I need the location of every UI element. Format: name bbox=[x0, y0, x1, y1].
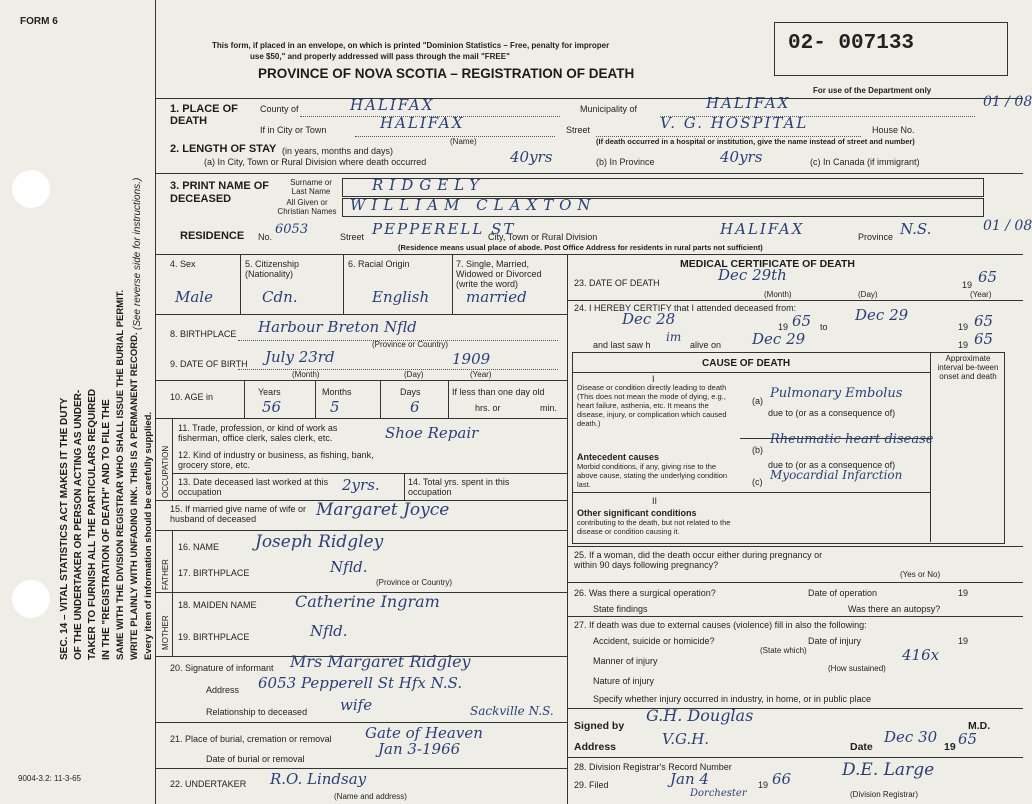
undertaker-caption: (Name and address) bbox=[334, 792, 407, 801]
stay-city-value: 40yrs bbox=[510, 148, 553, 166]
form-left-border bbox=[155, 0, 156, 804]
specify-label: Specify whether injury occurred in industry, in home, or in public place bbox=[593, 694, 871, 704]
cause-of-death-title: CAUSE OF DEATH bbox=[702, 358, 791, 369]
last-worked-value: 2yrs. bbox=[342, 476, 380, 494]
sex-value: Male bbox=[175, 288, 213, 306]
divider bbox=[172, 473, 567, 474]
other-conditions-label: Other significant conditions bbox=[577, 508, 697, 518]
spouse-label: 15. If married give name of wife or husband of deceased bbox=[170, 504, 307, 524]
place-of-death-label: 1. PLACE OF DEATH bbox=[170, 103, 238, 127]
days-label: Days bbox=[400, 387, 421, 397]
line bbox=[355, 136, 555, 137]
age-label: 10. AGE in bbox=[170, 392, 214, 402]
physician-address-label: Address bbox=[574, 741, 617, 753]
state-findings-label: State findings bbox=[593, 604, 648, 614]
divider bbox=[155, 173, 1023, 174]
birthplace-value: Harbour Breton Nfld bbox=[258, 318, 417, 336]
divider bbox=[452, 254, 453, 314]
signed-by-value: G.H. Douglas bbox=[646, 706, 754, 725]
divider bbox=[155, 314, 567, 315]
divider bbox=[155, 380, 567, 381]
divider bbox=[155, 530, 567, 531]
father-name-label: 16. NAME bbox=[178, 542, 220, 552]
divider bbox=[567, 546, 1023, 547]
code-416: 416x bbox=[902, 646, 940, 664]
father-name-value: Joseph Ridgley bbox=[255, 532, 384, 552]
informant-address: 6053 Pepperell St Hfx N.S. bbox=[258, 674, 463, 692]
last-saw-pronoun: im bbox=[666, 330, 682, 344]
form-number: FORM 6 bbox=[20, 16, 58, 27]
burial-place-label: 21. Place of burial, cremation or removal bbox=[170, 734, 332, 744]
filed-year-prefix: 19 bbox=[758, 780, 769, 790]
divider bbox=[155, 254, 1023, 255]
nature-label: Nature of injury bbox=[593, 676, 655, 686]
stay-province-value: 40yrs bbox=[720, 148, 763, 166]
signed-by-label: Signed by bbox=[574, 720, 625, 732]
death-year: 65 bbox=[978, 268, 998, 286]
cause-a-marker: (a) bbox=[752, 396, 763, 406]
county-value: HALIFAX bbox=[350, 96, 435, 114]
length-of-stay-label: 2. LENGTH OF STAY bbox=[170, 143, 277, 155]
given-names-value: WILLIAM CLAXTON bbox=[350, 196, 597, 214]
punch-hole-bottom bbox=[12, 580, 50, 618]
racial-origin-value: English bbox=[372, 288, 430, 306]
accident-label: Accident, suicide or homicide? bbox=[593, 636, 715, 646]
print-name-label: 3. PRINT NAME OF DECEASED bbox=[170, 180, 270, 205]
dob-month-caption: (Month) bbox=[292, 370, 320, 379]
street-label: Street bbox=[566, 125, 591, 135]
father-birthplace-caption: (Province or Country) bbox=[376, 578, 453, 587]
divider bbox=[572, 372, 930, 373]
medical-title: MEDICAL CERTIFICATE OF DEATH bbox=[680, 258, 855, 270]
how-sustained-caption: (How sustained) bbox=[828, 664, 886, 673]
date-signed-label: Date bbox=[850, 741, 873, 753]
dob-year-caption: (Year) bbox=[470, 370, 492, 379]
informant-address-label: Address bbox=[206, 685, 240, 695]
death-year-prefix: 19 bbox=[962, 280, 973, 290]
print-code: 9004-3.2: 11-3-65 bbox=[18, 774, 82, 783]
divider bbox=[567, 616, 1023, 617]
q25-label: 25. If a woman, did the death occur either during pregnancy or within 90 days following pregnancy? bbox=[574, 550, 823, 570]
registration-number: 02- 007133 bbox=[788, 32, 915, 55]
divider bbox=[315, 380, 316, 418]
q28-label: 28. Division Registrar's Record Number bbox=[574, 762, 732, 772]
father-birthplace-label: 17. BIRTHPLACE bbox=[178, 568, 250, 578]
residence-street-label: Street bbox=[340, 232, 365, 242]
months-value: 5 bbox=[330, 398, 340, 416]
sex-label: 4. Sex bbox=[170, 259, 196, 269]
residence-city-value: HALIFAX bbox=[720, 220, 805, 238]
to-label: to bbox=[820, 322, 828, 332]
due-to-label-1: due to (or as a consequence of) bbox=[768, 408, 896, 418]
manner-label: Manner of injury bbox=[593, 656, 658, 666]
residence-no-value: 6053 bbox=[275, 222, 309, 237]
date-signed-year: 65 bbox=[958, 730, 978, 748]
q26-label: 26. Was there a surgical operation? bbox=[574, 588, 716, 598]
postage-note-2: use $50," and properly addressed will pass through the mail "FREE" bbox=[250, 52, 510, 61]
county-label: County of bbox=[260, 104, 299, 114]
divider bbox=[244, 380, 245, 418]
to-year: 65 bbox=[974, 312, 994, 330]
residence-no-label: No. bbox=[258, 232, 273, 242]
burial-place-value: Gate of Heaven bbox=[365, 724, 483, 742]
divider bbox=[155, 418, 567, 419]
residence-codes: 01 / 08 bbox=[983, 218, 1032, 234]
years-value: 56 bbox=[262, 398, 282, 416]
citizenship-label: 5. Citizenship (Nationality) bbox=[245, 259, 300, 279]
registrar-signature: D.E. Large bbox=[842, 760, 935, 780]
death-day-caption: (Day) bbox=[858, 290, 878, 299]
city-value: HALIFAX bbox=[380, 114, 465, 132]
side-line-8: (See reverse side for instructions.) bbox=[132, 177, 143, 330]
relationship-value: wife bbox=[340, 696, 373, 714]
informant-signature-label: 20. Signature of informant bbox=[170, 663, 274, 673]
hospital-note: (If death occurred in a hospital or institution, give the name instead of street and number) bbox=[596, 137, 915, 146]
mother-maiden-value: Catherine Ingram bbox=[295, 592, 440, 611]
residence-province-value: N.S. bbox=[900, 220, 932, 238]
marital-status-value: married bbox=[466, 288, 527, 306]
filed-year: 66 bbox=[772, 770, 792, 788]
attended-from: Dec 28 bbox=[622, 310, 676, 328]
from-year-prefix: 19 bbox=[778, 322, 789, 332]
given-names-label: All Given or Christian Names bbox=[277, 198, 337, 216]
yes-no-caption: (Yes or No) bbox=[900, 570, 941, 579]
trade-label: 11. Trade, profession, or kind of work as fisherman, office clerk, sales clerk, etc. bbox=[178, 423, 338, 443]
marital-status-label: 7. Single, Married, Widowed or Divorced (write the word) bbox=[456, 259, 542, 289]
mother-birthplace-value: Nfld. bbox=[310, 622, 348, 640]
hrs-label: hrs. or bbox=[475, 403, 501, 413]
surname-label: Surname or Last Name bbox=[290, 178, 332, 196]
interval-label: Approximate interval be-tween onset and death bbox=[937, 354, 999, 381]
from-year: 65 bbox=[792, 312, 812, 330]
alive-on-value: Dec 29 bbox=[752, 330, 806, 348]
part-two: II bbox=[652, 496, 658, 506]
cause-a-value: Pulmonary Embolus bbox=[770, 386, 903, 401]
to-year-prefix: 19 bbox=[958, 322, 969, 332]
citizenship-value: Cdn. bbox=[262, 288, 298, 306]
due-to-label-2: due to (or as a consequence of) bbox=[768, 460, 896, 470]
other-conditions-desc: contributing to the death, but not related to the disease or condition causing it. bbox=[577, 518, 731, 536]
divider bbox=[380, 380, 381, 418]
dob-year: 1909 bbox=[452, 350, 491, 368]
residence-note: (Residence means usual place of abode. Post Office Address for residents in rural parts not sufficient) bbox=[398, 243, 763, 252]
house-no-label: House No. bbox=[872, 125, 915, 135]
cause-b-value: Rheumatic heart disease bbox=[770, 432, 934, 447]
alive-year-prefix: 19 bbox=[958, 340, 969, 350]
divider bbox=[567, 708, 1023, 709]
total-years-label: 14. Total yrs. spent in this occupation bbox=[408, 477, 510, 497]
birthplace-label: 8. BIRTHPLACE bbox=[170, 329, 237, 339]
divider bbox=[448, 380, 449, 418]
city-name-caption: (Name) bbox=[450, 137, 477, 146]
residence-label: RESIDENCE bbox=[180, 230, 245, 242]
surname-value: RIDGELY bbox=[372, 176, 486, 194]
form-title: PROVINCE OF NOVA SCOTIA – REGISTRATION OF DEATH bbox=[258, 66, 635, 81]
mother-section-label: MOTHER bbox=[161, 615, 170, 650]
min-label: min. bbox=[540, 403, 558, 413]
cause-c-value: Myocardial Infarction bbox=[770, 468, 903, 482]
stay-city-label: (a) In City, Town or Rural Division where death occurred bbox=[204, 157, 427, 167]
burial-place-extra: Sackville N.S. bbox=[470, 704, 554, 718]
antecedent-desc: Morbid conditions, if any, giving rise to the above cause, stating the underlying condition last. bbox=[577, 462, 728, 489]
divider bbox=[567, 582, 1023, 583]
certify-label: 24. I HEREBY CERTIFY that I attended deceased from: bbox=[574, 303, 797, 313]
divider bbox=[930, 352, 931, 542]
dob-day-caption: (Day) bbox=[404, 370, 424, 379]
registrar-caption: (Division Registrar) bbox=[850, 790, 919, 799]
less-than-day-label: If less than one day old bbox=[452, 387, 545, 397]
occupation-section-label: OCCUPATION bbox=[161, 445, 170, 498]
last-worked-label: 13. Date deceased last worked at this occupation bbox=[178, 477, 329, 497]
alive-year: 65 bbox=[974, 330, 994, 348]
side-line-7: Every item of information should be carefully supplied. bbox=[143, 411, 154, 660]
side-line-3: TAKER TO FURNISH ALL THE PARTICULARS REQUIRED bbox=[87, 388, 98, 660]
death-month-caption: (Month) bbox=[764, 290, 792, 299]
line bbox=[238, 369, 558, 370]
dob-label: 9. DATE OF BIRTH bbox=[170, 359, 248, 369]
side-line-4: IN THE "REGISTRATION OF DEATH" AND TO FILE THE bbox=[101, 399, 112, 660]
months-label: Months bbox=[322, 387, 352, 397]
undertaker-value: R.O. Lindsay bbox=[270, 770, 367, 788]
filed-value: Jan 4 bbox=[670, 770, 709, 788]
mother-birthplace-label: 19. BIRTHPLACE bbox=[178, 632, 250, 642]
date-signed-value: Dec 30 bbox=[884, 728, 938, 746]
residence-city-label: City, Town or Rural Division bbox=[488, 232, 598, 242]
md-label: M.D. bbox=[968, 720, 991, 732]
divider bbox=[572, 492, 930, 493]
date-of-death-label: 23. DATE OF DEATH bbox=[574, 278, 660, 288]
date-signed-year-prefix: 19 bbox=[944, 741, 956, 753]
side-line-1: SEC. 14 – VITAL STATISTICS ACT MAKES IT THE DUTY bbox=[59, 397, 70, 660]
department-use-note: For use of the Department only bbox=[813, 86, 932, 95]
injury-year-prefix: 19 bbox=[958, 636, 969, 646]
cause-c-marker: (c) bbox=[752, 477, 763, 487]
industry-label: 12. Kind of industry or business, as fishing, bank, grocery store, etc. bbox=[178, 450, 374, 470]
municipality-value: HALIFAX bbox=[706, 94, 791, 112]
years-label: Years bbox=[258, 387, 281, 397]
spouse-value: Margaret Joyce bbox=[316, 500, 450, 520]
last-saw-label: and last saw h bbox=[593, 340, 651, 350]
relationship-label: Relationship to deceased bbox=[206, 707, 308, 717]
date-of-death-value: Dec 29th bbox=[718, 266, 787, 284]
side-line-6: WRITE PLAINLY WITH UNFADING INK. THIS IS A PERMANENT RECORD. bbox=[129, 332, 140, 660]
birthplace-caption: (Province or Country) bbox=[372, 340, 449, 349]
divider bbox=[155, 722, 567, 723]
injury-date-label: Date of injury bbox=[808, 636, 862, 646]
length-of-stay-sub: (in years, months and days) bbox=[282, 146, 394, 156]
state-which-caption: (State which) bbox=[760, 646, 807, 655]
municipality-label: Municipality of bbox=[580, 104, 638, 114]
disease-label: Disease or condition directly leading to death (This does not mean the mode of dying, e.g., heart failure, asthenia, etc. It means the disease, injury, or complication which caused death.) bbox=[577, 383, 727, 428]
undertaker-label: 22. UNDERTAKER bbox=[170, 779, 247, 789]
autopsy-label: Was there an autopsy? bbox=[848, 604, 941, 614]
operation-date-label: Date of operation bbox=[808, 588, 878, 598]
divider bbox=[404, 473, 405, 500]
operation-year-prefix: 19 bbox=[958, 588, 969, 598]
days-value: 6 bbox=[410, 398, 420, 416]
dob-month-day: July 23rd bbox=[265, 348, 335, 366]
informant-signature: Mrs Margaret Ridgley bbox=[290, 652, 471, 671]
divider bbox=[155, 98, 1023, 99]
stay-province-label: (b) In Province bbox=[596, 157, 655, 167]
divider bbox=[567, 254, 568, 804]
mother-maiden-label: 18. MAIDEN NAME bbox=[178, 600, 257, 610]
divider bbox=[155, 768, 567, 769]
part-one: I bbox=[652, 374, 655, 384]
q27-label: 27. If death was due to external causes (violence) fill in also the following: bbox=[574, 620, 867, 630]
alive-on-label: alive on bbox=[690, 340, 722, 350]
burial-date-label: Date of burial or removal bbox=[206, 754, 305, 764]
filed-extra: Dorchester bbox=[690, 788, 747, 799]
side-line-2: OF THE UNDERTAKER OR PERSON ACTING AS UNDER- bbox=[73, 389, 84, 660]
punch-hole-top bbox=[12, 170, 50, 208]
divider bbox=[343, 254, 344, 314]
q29-label: 29. Filed bbox=[574, 780, 609, 790]
postage-note-1: This form, if placed in an envelope, on which is printed "Dominion Statistics – Free, penalty for improper bbox=[212, 41, 610, 50]
residence-street-value: PEPPERELL ST bbox=[372, 220, 516, 238]
divider bbox=[240, 254, 241, 314]
father-birthplace-value: Nfld. bbox=[330, 558, 368, 576]
father-section-label: FATHER bbox=[161, 559, 170, 590]
trade-value: Shoe Repair bbox=[385, 424, 479, 442]
burial-date-value: Jan 3-1966 bbox=[378, 740, 461, 758]
city-label: If in City or Town bbox=[260, 125, 327, 135]
divider bbox=[567, 300, 1023, 301]
attended-to: Dec 29 bbox=[855, 306, 909, 324]
divider bbox=[567, 757, 1023, 758]
residence-province-label: Province bbox=[858, 232, 894, 242]
physician-address-value: V.G.H. bbox=[662, 730, 710, 748]
side-line-5: SAME WITH THE DIVISION REGISTRAR WHO SHALL ISSUE THE BURIAL PERMIT. bbox=[115, 289, 126, 660]
place-codes: 01 / 08 bbox=[983, 94, 1032, 110]
cause-b-marker: (b) bbox=[752, 445, 763, 455]
street-value: V. G. HOSPITAL bbox=[660, 114, 809, 132]
stay-canada-label: (c) In Canada (if immigrant) bbox=[810, 157, 920, 167]
racial-origin-label: 6. Racial Origin bbox=[348, 259, 410, 269]
antecedent-label: Antecedent causes bbox=[577, 452, 660, 462]
death-year-caption: (Year) bbox=[970, 290, 992, 299]
